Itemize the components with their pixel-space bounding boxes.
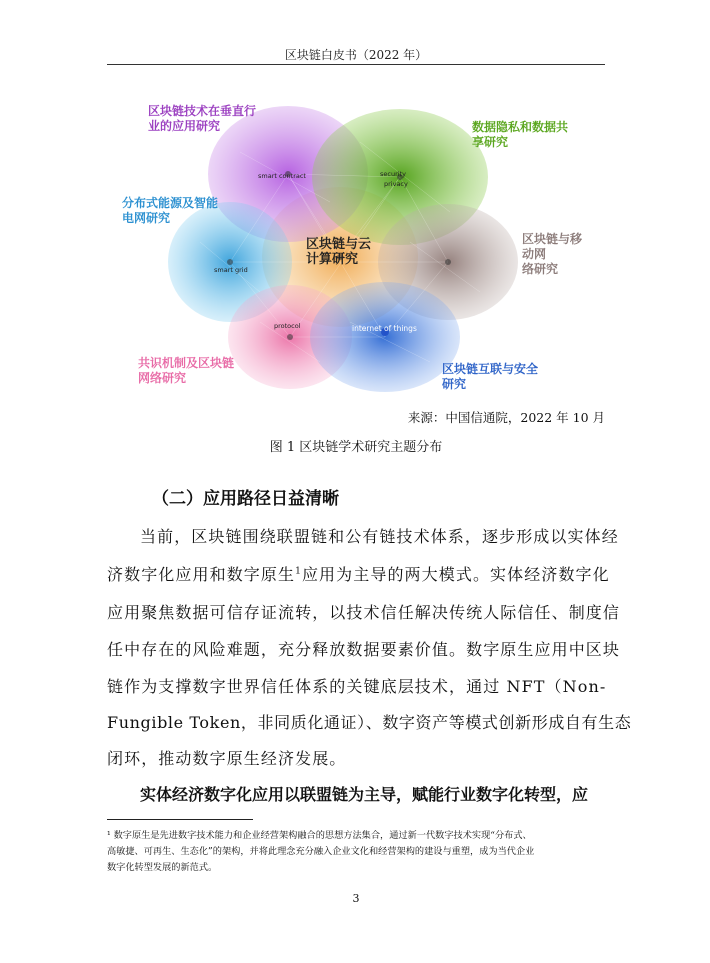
- node-label-internet-of-things: internet of things: [352, 324, 417, 333]
- cluster-label-cloud-computing: 区块链与云 计算研究: [306, 237, 372, 267]
- figure-source: 来源：中国信通院，2022 年 10 月: [407, 410, 605, 425]
- node-label-smart-grid: smart grid: [214, 266, 248, 274]
- header-rule: [107, 64, 605, 65]
- node-label-protocol: protocol: [274, 322, 301, 330]
- paragraph-line-1: 当前，区块链围绕联盟链和公有链技术体系，逐步形成以实体经: [140, 527, 619, 546]
- paragraph-line-4: 任中存在的风险难题，充分释放数据要素价值。数字原生应用中区块: [107, 640, 621, 659]
- cluster-label-interconnect-security: 区块链互联与安全 研究: [442, 362, 539, 391]
- footnote-rule: [107, 819, 253, 820]
- cluster-label-consensus: 共识机制及区块链 网络研究: [138, 356, 235, 385]
- paragraph-line-2: 济数字化应用和数字原生$^1$应用为主导的两大模式。实体经济数字化: [107, 565, 610, 584]
- bold-topic-sentence: 实体经济数字化应用以联盟链为主导，赋能行业数字化转型，应: [140, 785, 589, 804]
- node-label-privacy: privacy: [384, 180, 408, 188]
- paragraph-line-7: 闭环，推动数字原生经济发展。: [107, 749, 347, 768]
- topic-network-figure: [122, 92, 590, 397]
- figure-caption: 图 1 区块链学术研究主题分布: [269, 440, 443, 455]
- paragraph-line-5: 链作为支撑数字世界信任体系的关键底层技术，通过 NFT（Non-: [107, 677, 607, 696]
- footnote-line-1: ¹ 数字原生是先进数字技术能力和企业经营架构融合的思想方法集合，通过新一代数字技术实现“分布式、: [107, 830, 532, 841]
- section-subheading: （二）应用路径日益清晰: [152, 489, 339, 509]
- cluster-label-vertical-industry: 区块链技术在垂直行 业的应用研究: [148, 104, 257, 133]
- page-number: 3: [352, 892, 360, 905]
- paragraph-line-6: Fungible Token，非同质化通证）、数字资产等模式创新形成自有生态: [107, 713, 632, 732]
- footnote-line-3: 数字化转型发展的新范式。: [107, 862, 218, 873]
- footnote-ref[interactable]: 1: [295, 566, 302, 577]
- paragraph-line-3: 应用聚焦数据可信存证流转，以技术信任解决传统人际信任、制度信: [107, 603, 621, 622]
- node-label-security: security: [380, 170, 406, 178]
- running-header: 区块链白皮书（2022 年）: [284, 48, 428, 62]
- node-label-smart-contract: smart contract: [258, 172, 306, 180]
- cluster-label-data-privacy: 数据隐私和数据共 享研究: [472, 120, 569, 149]
- cluster-label-mobile-network: 区块链与移动网 络研究: [522, 232, 583, 276]
- footnote-line-2: 高敏捷、可再生、生态化”的架构，并将此理念充分融入企业文化和经营架构的建设与重塑，成为当代企业: [107, 846, 535, 857]
- cluster-label-distributed-energy: 分布式能源及智能 电网研究: [122, 196, 219, 225]
